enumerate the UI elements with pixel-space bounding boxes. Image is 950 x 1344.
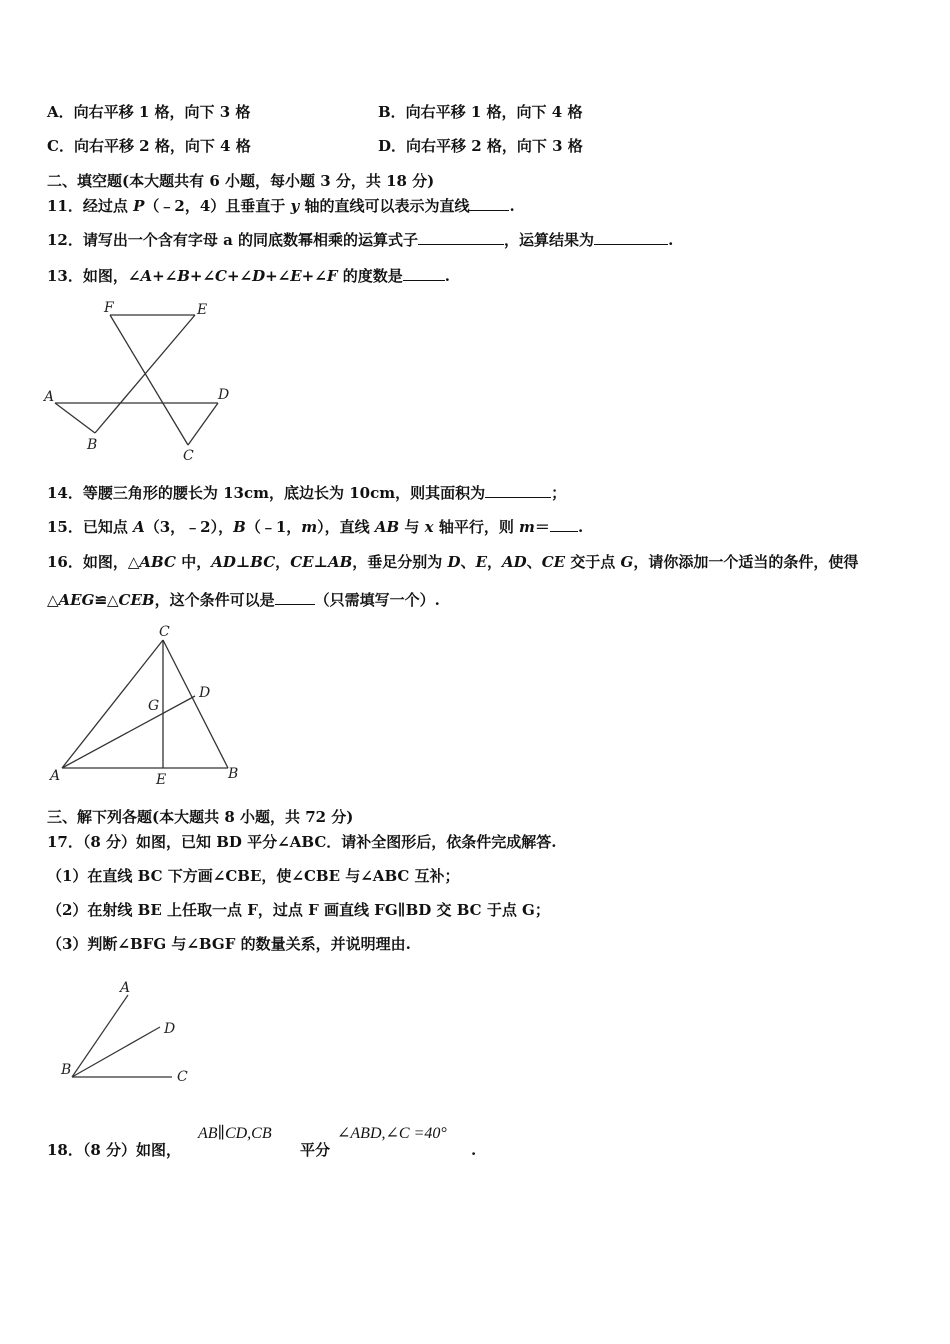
- question-18-end: .: [471, 1141, 477, 1159]
- answer-blank: [594, 230, 668, 245]
- label-b: B: [61, 1062, 72, 1078]
- label-c: C: [159, 624, 170, 640]
- label-a: A: [120, 980, 131, 996]
- question-15: 15．已知点 A（3，﹣2），B（﹣1，m），直线 AB 与 x 轴平行，则 m＝ .: [47, 518, 584, 536]
- question-14: 14．等腰三角形的腰长为 13cm，底边长为 10cm，则其面积为 ；: [47, 484, 567, 502]
- label-g: G: [148, 698, 160, 714]
- label-d: D: [164, 1021, 176, 1037]
- label-e: E: [156, 772, 167, 788]
- label-e: E: [197, 302, 208, 318]
- answer-blank: [403, 266, 445, 281]
- label-a: A: [44, 389, 55, 405]
- question-16: 16．如图，△ABC 中，AD⊥BC，CE⊥AB，垂足分别为 D、E，AD、CE 交于点 G，请你添加一个适当的条件，使得: [47, 553, 859, 571]
- option-b: B．向右平移 1 格，向下 4 格: [378, 103, 583, 121]
- question-17-part-1: （1）在直线 BC 下方画∠CBE，使∠CBE 与∠ABC 互补；: [47, 867, 460, 885]
- label-d: D: [199, 685, 211, 701]
- question-18: 18．（8 分）如图，: [47, 1141, 182, 1159]
- question-17: 17．（8 分）如图，已知 BD 平分∠ABC．请补全图形后，依条件完成解答.: [47, 833, 557, 851]
- answer-blank: [469, 196, 509, 211]
- answer-blank: [418, 230, 504, 245]
- option-c: C．向右平移 2 格，向下 4 格: [47, 137, 251, 155]
- label-c: C: [183, 448, 194, 464]
- question-16-line-2: △AEG≌△CEB，这个条件可以是 （只需填写一个）.: [47, 591, 440, 609]
- label-c: C: [177, 1069, 188, 1085]
- figure-16: [45, 620, 255, 790]
- figure-13: [40, 295, 240, 465]
- question-11: 11．经过点 P（﹣2，4）且垂直于 y 轴的直线可以表示为直线 .: [47, 197, 515, 215]
- section-3-heading: 三、解下列各题(本大题共 8 小题，共 72 分): [47, 808, 354, 826]
- option-a: A．向右平移 1 格，向下 3 格: [47, 103, 251, 121]
- math-expression-2: ∠ABD,∠C =40°: [337, 1125, 447, 1142]
- label-b: B: [87, 437, 98, 453]
- answer-blank: [485, 483, 551, 498]
- figure-17: [55, 975, 215, 1095]
- section-2-heading: 二、填空题(本大题共有 6 小题，每小题 3 分，共 18 分): [47, 172, 435, 190]
- math-expression-1: AB∥CD,CB: [198, 1125, 272, 1142]
- label-d: D: [218, 387, 230, 403]
- question-17-part-2: （2）在射线 BE 上任取一点 F，过点 F 画直线 FG∥BD 交 BC 于点 G；: [47, 901, 550, 919]
- answer-blank: [550, 517, 578, 532]
- question-17-part-3: （3）判断∠BFG 与∠BGF 的数量关系，并说明理由.: [47, 935, 411, 953]
- answer-blank: [275, 590, 315, 605]
- option-d: D．向右平移 2 格，向下 3 格: [378, 137, 583, 155]
- label-a: A: [50, 768, 61, 784]
- question-18-text: 平分: [300, 1141, 331, 1159]
- question-12: 12．请写出一个含有字母 a 的同底数幂相乘的运算式子 ，运算结果为 .: [47, 231, 674, 249]
- label-b: B: [228, 766, 239, 782]
- question-13: 13．如图，∠A+∠B+∠C+∠D+∠E+∠F 的度数是 .: [47, 267, 450, 285]
- label-f: F: [104, 300, 114, 316]
